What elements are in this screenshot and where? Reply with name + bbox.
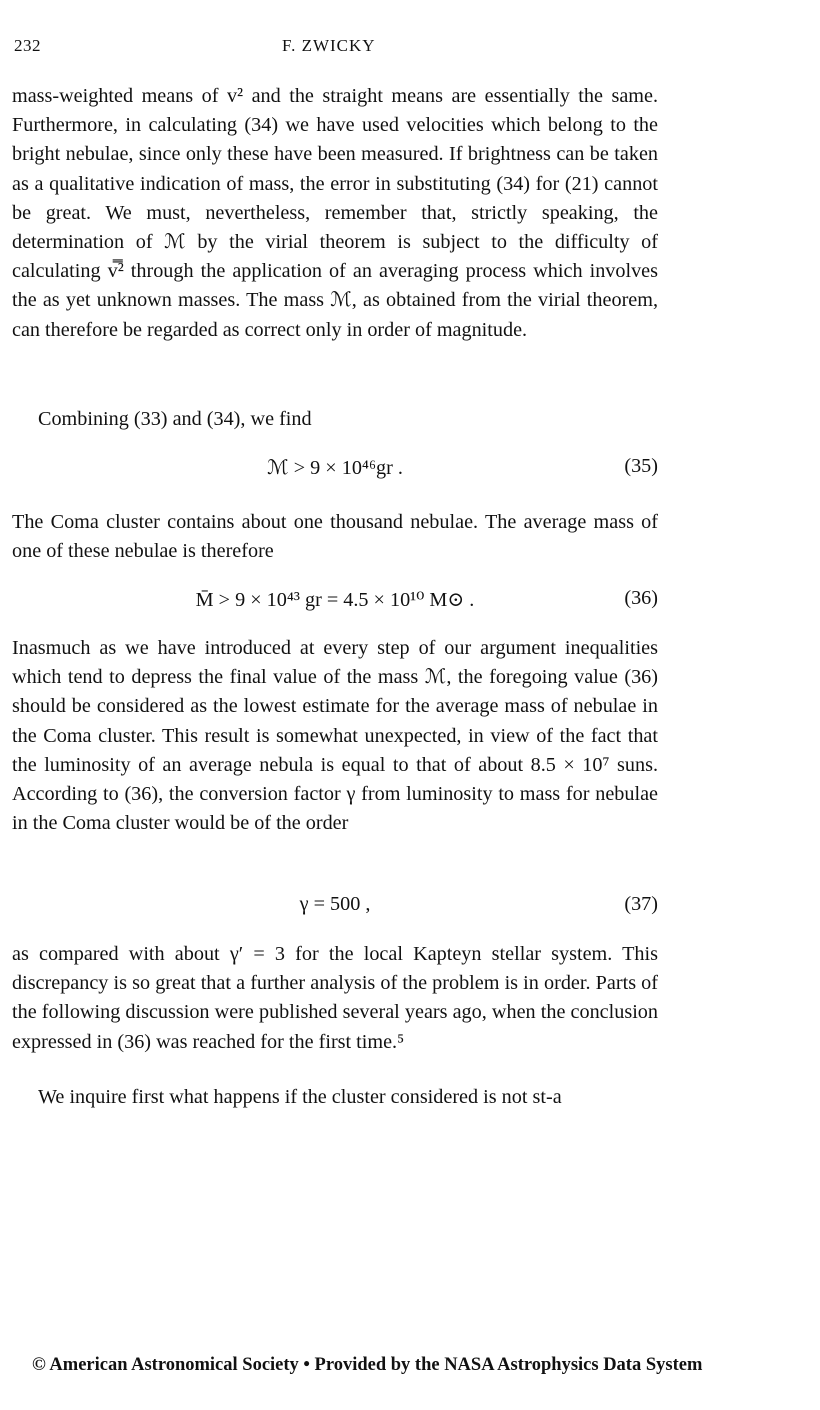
footer-credit: © American Astronomical Society • Provided by the NASA Astrophysics Data System bbox=[32, 1355, 703, 1375]
paragraph-6: We inquire first what happens if the cluster considered is not st-a bbox=[38, 1086, 562, 1108]
equation-37-number: (37) bbox=[624, 893, 658, 915]
equation-36-number: (36) bbox=[624, 587, 658, 609]
equation-35-number: (35) bbox=[624, 455, 658, 477]
equation-37-expression: γ = 500 , bbox=[299, 893, 371, 915]
equation-35-expression: ℳ > 9 × 10⁴⁶gr . bbox=[267, 457, 403, 479]
paragraph-3: The Coma cluster contains about one thousand nebulae. The average mass of one of these nebulae is therefore bbox=[12, 511, 658, 563]
page-number: 232 bbox=[14, 36, 41, 55]
equation-36-expression: M̄ > 9 × 10⁴³ gr = 4.5 × 10¹⁰ M⊙ . bbox=[195, 589, 475, 611]
running-head: F. ZWICKY bbox=[282, 36, 376, 55]
equation-37 bbox=[12, 893, 658, 923]
paragraph-1: mass-weighted means of v² and the straight means are essentially the same. Furthermore, in calculating (34) we have used velocities which belong to the bright nebulae, since only these have been measured. If brightness can be taken as a qualitative indication of mass, the error in substituting (34) for (21) cannot be great. We must, nevertheless, remember that, strictly speaking, the determination of ℳ by the virial theorem is subject to the difficulty of calculating v̿² through the application of an averaging process which involves the as yet unknown masses. The mass ℳ, as obtained from the virial theorem, can therefore be regarded as correct only in order of magnitude. bbox=[12, 85, 658, 341]
page-header bbox=[12, 36, 658, 60]
equation-36 bbox=[12, 587, 658, 617]
paragraph-2: Combining (33) and (34), we find bbox=[38, 408, 312, 430]
paragraph-4: Inasmuch as we have introduced at every step of our argument inequalities which tend to depress the final value of the mass ℳ, the foregoing value (36) should be considered as the lowest estimate for the average mass of nebulae in the Coma cluster. This result is somewhat unexpected, in view of the fact that the luminosity of an average nebula is equal to that of about 8.5 × 10⁷ suns. According to (36), the conversion factor γ from luminosity to mass for nebulae in the Coma cluster would be of the order bbox=[12, 637, 658, 835]
paragraph-5: as compared with about γ′ = 3 for the local Kapteyn stellar system. This discrepancy is so great that a further analysis of the problem is in order. Parts of the following discussion were published several years ago, when the conclusion expressed in (36) was reached for the first time.⁵ bbox=[12, 943, 658, 1053]
equation-35 bbox=[12, 455, 658, 485]
